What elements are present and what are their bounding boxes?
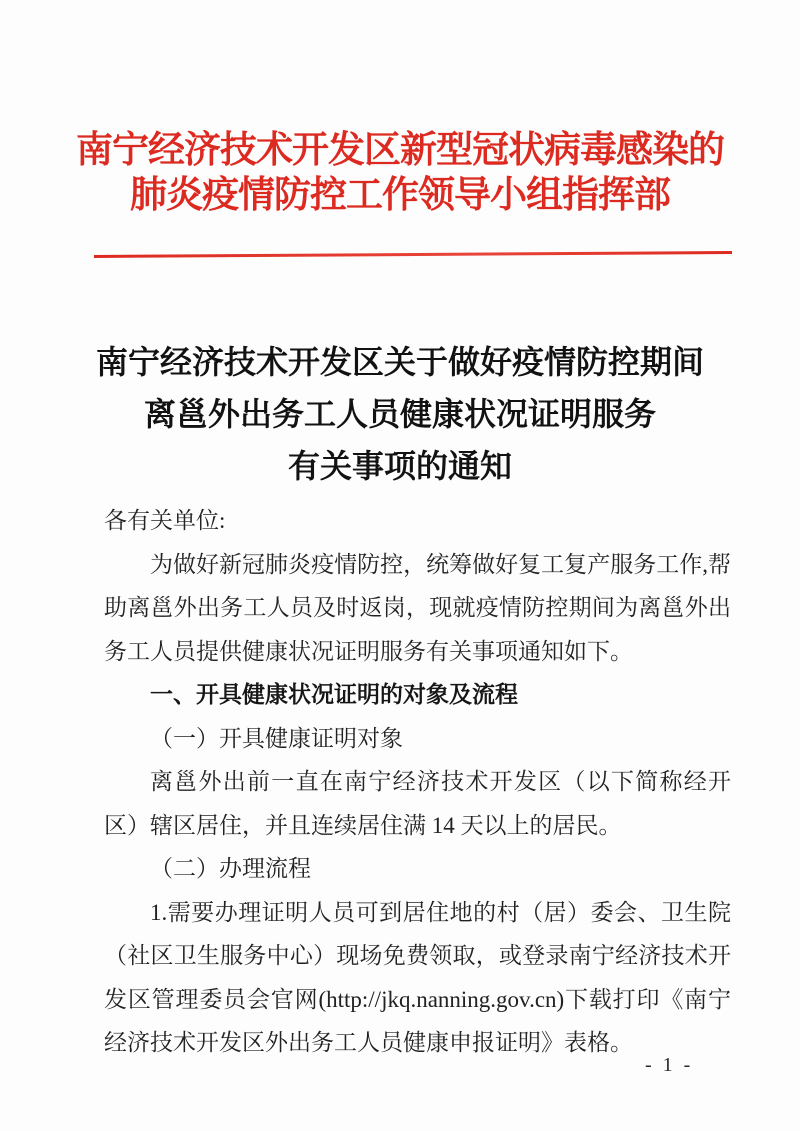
- section-1-heading: 一、开具健康状况证明的对象及流程: [150, 681, 518, 707]
- document-title: [0, 336, 800, 492]
- page-number: - 1 -: [645, 1054, 694, 1076]
- letterhead-divider: [94, 251, 732, 258]
- subsection-2-heading: （二）办理流程: [150, 856, 311, 881]
- letterhead: [0, 128, 800, 218]
- document-body: [104, 499, 731, 1065]
- subsection-1-heading: （一）开具健康证明对象: [150, 725, 403, 751]
- document-title-line-1: 南宁经济技术开发区关于做好疫情防控期间: [95, 344, 704, 380]
- eligibility-paragraph: 离邕外出前一直在南宁经济技术开发区（以下简称经开区）辖区居住，并且连续居住满 14 天以上的居民。: [104, 769, 731, 838]
- salutation: 各有关单位:: [104, 508, 226, 533]
- document-title-line-2: 离邕外出务工人员健康状况证明服务: [143, 396, 656, 432]
- document-title-line-3: 有关事项的通知: [287, 448, 512, 484]
- letterhead-line-1: 南宁经济技术开发区新型冠状病毒感染的: [76, 130, 724, 171]
- letterhead-line-2: 肺炎疫情防控工作领导小组指挥部: [130, 175, 670, 216]
- application-procedure-paragraph: 1.需要办理证明人员可到居住地的村（居）委会、卫生院（社区卫生服务中心）现场免费领取，或登录南宁经济技术开发区管理委员会官网(http://jkq.nanning.gov.cn)下载打印《南宁经济技术开发区外出务工人员健康申报证明》表格。: [104, 899, 731, 1055]
- intro-paragraph: 为做好新冠肺炎疫情防控，统筹做好复工复产服务工作,帮助离邕外出务工人员及时返岗，现就疫情防控期间为离邕外出务工人员提供健康状况证明服务有关事项通知如下。: [104, 551, 731, 664]
